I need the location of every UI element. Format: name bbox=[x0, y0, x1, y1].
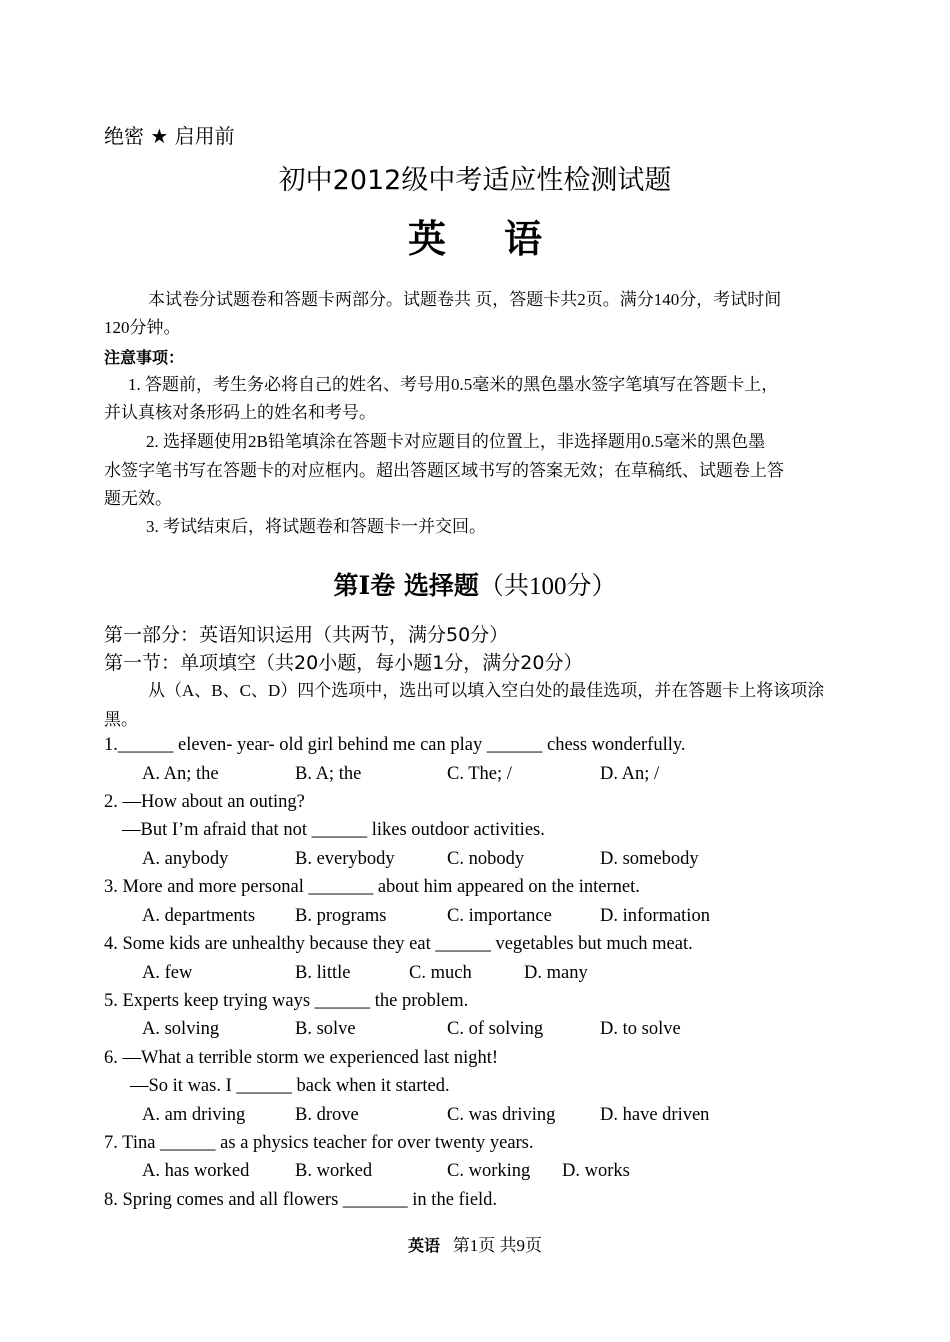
notice-line: 题无效。 bbox=[104, 489, 172, 508]
question-stem: 7. Tina ______ as a physics teacher for over twenty years. bbox=[104, 1133, 534, 1153]
question-stem: 6. —What a terrible storm we experienced last night! bbox=[104, 1048, 499, 1068]
subsection-heading-score: （共20小题，每小题1分，满分20分） bbox=[256, 652, 583, 674]
option-b: B. programs bbox=[295, 906, 387, 926]
instruction-line-1: 从（A、B、C、D）四个选项中，选出可以填入空白处的最佳选项，并在答题卡上将该项涂 bbox=[148, 681, 825, 700]
option-c: C. importance bbox=[447, 906, 552, 926]
question-stem-reply: —But I’m afraid that not ______ likes outdoor activities. bbox=[122, 820, 545, 840]
question-stem: 8. Spring comes and all flowers _______ in the field. bbox=[104, 1190, 498, 1210]
page-footer bbox=[0, 1231, 950, 1256]
option-d: D. somebody bbox=[600, 849, 699, 869]
option-d: D. An; / bbox=[600, 764, 660, 784]
option-d: D. works bbox=[562, 1161, 630, 1181]
question-stem: 3. More and more personal _______ about him appeared on the internet. bbox=[104, 877, 640, 897]
option-b: B. A; the bbox=[295, 764, 362, 784]
question-stem: 5. Experts keep trying ways ______ the problem. bbox=[104, 991, 469, 1011]
option-a: A. An; the bbox=[142, 764, 219, 784]
option-d: D. to solve bbox=[600, 1019, 681, 1039]
option-c: C. of solving bbox=[447, 1019, 544, 1039]
notice-line: 1. 答题前，考生务必将自己的姓名、考号用0.5毫米的黑色墨水签字笔填写在答题卡上， bbox=[128, 375, 779, 394]
option-c: C. The; / bbox=[447, 764, 512, 784]
instruction-line-2: 黑。 bbox=[104, 710, 138, 729]
option-c: C. working bbox=[447, 1161, 531, 1181]
footer-subject: 英语 bbox=[407, 1236, 440, 1255]
notice-line: 水签字笔书写在答题卡的对应框内。超出答题区域书写的答案无效；在草稿纸、试题卷上答 bbox=[104, 461, 784, 480]
notice-line: 并认真核对条形码上的姓名和考号。 bbox=[104, 403, 376, 422]
option-a: A. has worked bbox=[142, 1161, 250, 1181]
section-heading-score: （共100分） bbox=[478, 573, 617, 600]
option-a: A. few bbox=[142, 963, 193, 983]
option-d: D. many bbox=[524, 963, 588, 983]
question-stem: 1.______ eleven- year- old girl behind me can play ______ chess wonderfully. bbox=[104, 735, 686, 755]
option-a: A. solving bbox=[142, 1019, 220, 1039]
notice-line: 2. 选择题使用2B铅笔填涂在答题卡对应题目的位置上，非选择题用0.5毫米的黑色墨 bbox=[146, 432, 766, 451]
intro-line-2: 120分钟。 bbox=[104, 318, 181, 337]
notice-heading: 注意事项： bbox=[104, 348, 185, 367]
option-d: D. have driven bbox=[600, 1105, 710, 1125]
confidential-label: 绝密 ★ 启用前 bbox=[104, 124, 235, 148]
section-heading-bold: 第I卷 选择题 bbox=[333, 571, 479, 600]
part-heading bbox=[104, 620, 508, 647]
part-heading-score: （共两节，满分50分） bbox=[313, 624, 509, 646]
option-c: C. was driving bbox=[447, 1105, 556, 1125]
question-stem: 4. Some kids are unhealthy because they eat ______ vegetables but much meat. bbox=[104, 934, 693, 954]
page-number: 第1页 共9页 bbox=[452, 1236, 542, 1255]
option-b: B. solve bbox=[295, 1019, 356, 1039]
part-heading-title: 第一部分：英语知识运用 bbox=[104, 624, 314, 646]
notice-line: 3. 考试结束后，将试题卷和答题卡一并交回。 bbox=[146, 517, 486, 536]
subject-title: 英语 bbox=[407, 217, 600, 261]
option-d: D. information bbox=[600, 906, 710, 926]
option-b: B. drove bbox=[295, 1105, 359, 1125]
option-c: C. much bbox=[409, 963, 472, 983]
exam-title: 初中2012级中考适应性检测试题 bbox=[278, 165, 672, 196]
option-c: C. nobody bbox=[447, 849, 525, 869]
intro-line-1: 本试卷分试题卷和答题卡两部分。试题卷共 页，答题卡共2页。满分140分，考试时间 bbox=[148, 290, 782, 309]
option-b: B. worked bbox=[295, 1161, 373, 1181]
subsection-heading bbox=[104, 648, 582, 675]
question-stem-reply: —So it was. I ______ back when it started. bbox=[130, 1076, 450, 1096]
option-b: B. everybody bbox=[295, 849, 395, 869]
option-b: B. little bbox=[295, 963, 351, 983]
option-a: A. departments bbox=[142, 906, 256, 926]
section-heading bbox=[0, 566, 950, 602]
option-a: A. anybody bbox=[142, 849, 229, 869]
option-a: A. am driving bbox=[142, 1105, 246, 1125]
subsection-heading-title: 第一节：单项填空 bbox=[104, 652, 257, 674]
question-stem: 2. —How about an outing? bbox=[104, 792, 305, 812]
